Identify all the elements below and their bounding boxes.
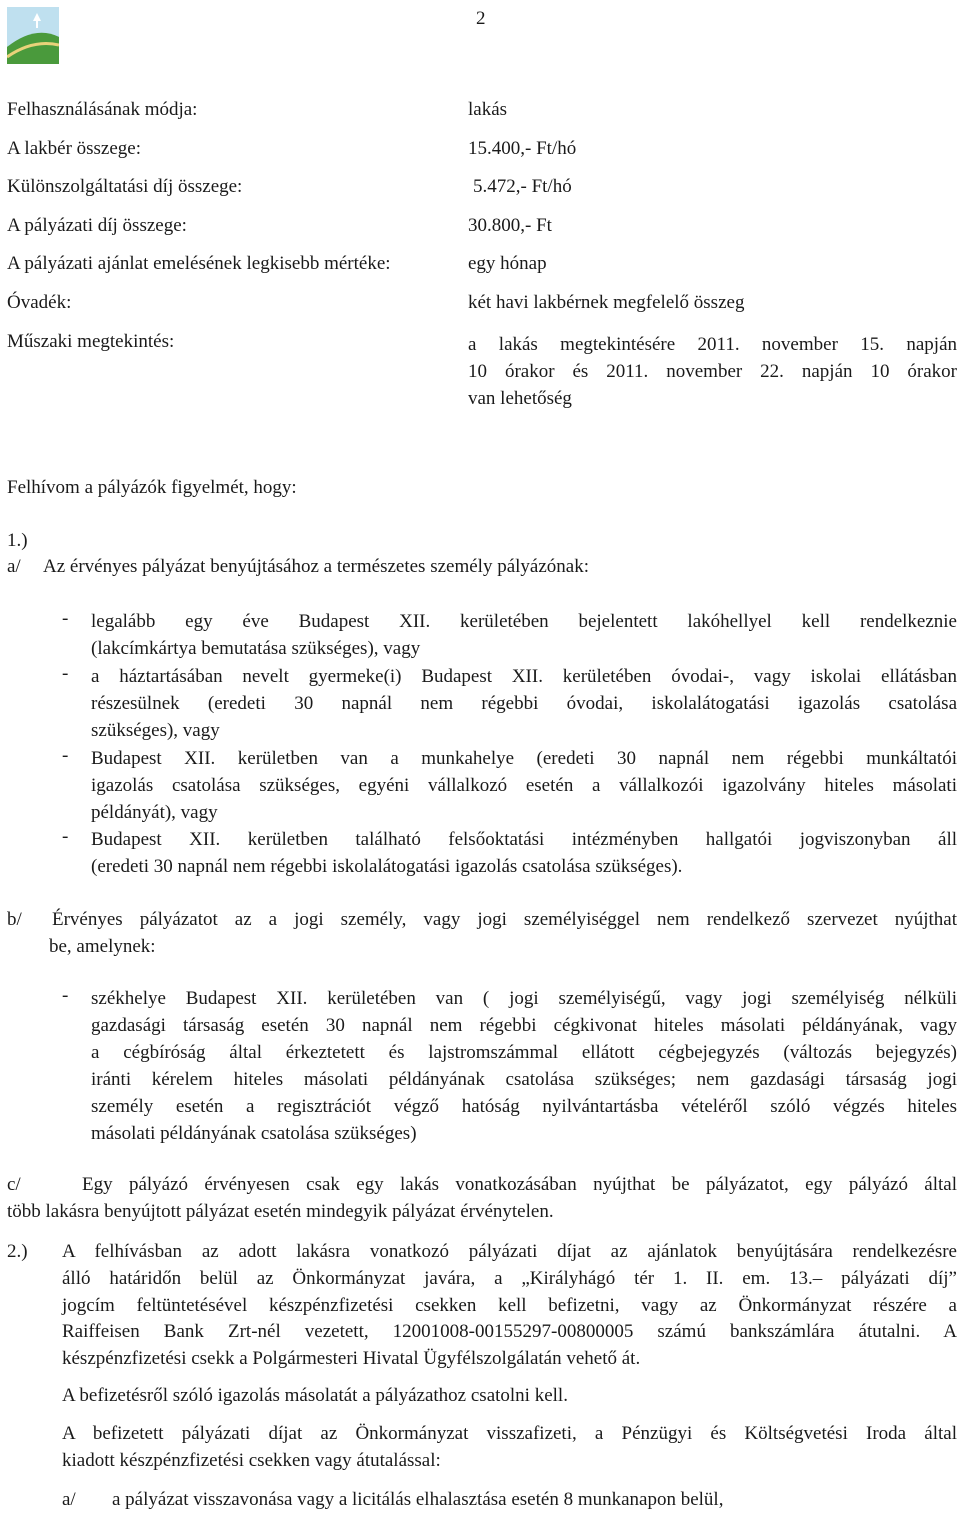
inspection-line-1: a lakás megtekintésére 2011. november 15. napján [468, 334, 957, 355]
section-1c-marker: c/ [7, 1174, 21, 1195]
refund-a-marker: a/ [62, 1489, 76, 1510]
bid-increment-value: egy hónap [468, 253, 547, 274]
section-1b-line-2: be, amelynek: [49, 936, 156, 957]
bullet-1-line-1: legalább egy éve Budapest XII. kerületében bejelentett lakóhellyel kell rendelkeznie [91, 611, 957, 632]
deposit-label: Óvadék: [7, 292, 72, 313]
b-bullet-line-3: a cégbíróság által érkeztetett és lajstromszámmal ellátott cégbejegyzés (változás bejegyzés) [91, 1042, 957, 1063]
section-2-line-2: álló határidőn belül az Önkormányzat javára, a „Királyhágó tér 1. II. em. 13.– pályázati díj” [62, 1268, 957, 1289]
section-2-line-1: A felhívásban az adott lakásra vonatkozó pályázati díjat az ajánlatok benyújtására rendelkezésre [62, 1241, 957, 1262]
service-fee-label: Különszolgáltatási díj összege: [7, 176, 243, 197]
bullet-dash: - [62, 608, 69, 629]
bid-increment-label: A pályázati ajánlat emelésének legkisebb mértéke: [7, 253, 391, 274]
b-bullet-line-4: iránti kérelem hiteles másolati példányának csatolása szükséges; nem gazdasági társaság jogi [91, 1069, 957, 1090]
bullet-dash: - [62, 663, 69, 684]
bullet-3-line-2: igazolás csatolása szükséges, egyéni vállalkozó esetén a vállalkozói igazolvány hiteles másolati [91, 775, 957, 796]
page-number: 2 [476, 8, 486, 29]
refund-line-2: kiadott készpénzfizetési csekken vagy átutalással: [62, 1450, 441, 1471]
section-1c-line-1: Egy pályázó érvényesen csak egy lakás vonatkozásában nyújthat be pályázatot, egy pályázó által [82, 1174, 957, 1195]
section-2-number: 2.) [7, 1241, 28, 1262]
b-bullet-line-2: gazdasági társaság esetén 30 napnál nem régebbi cégkivonat hiteles másolati példányának, vagy [91, 1015, 957, 1036]
rent-label: A lakbér összege: [7, 138, 142, 159]
bullet-2-line-1: a háztartásában nevelt gyermeke(i) Budapest XII. kerületében óvodai-, vagy iskolai ellátásban [91, 666, 957, 687]
bullet-3-line-3: példányát), vagy [91, 802, 218, 823]
section-2-line-4: Raiffeisen Bank Zrt-nél vezetett, 12001008-00155297-00800005 számú bankszámlára átutalni. A [62, 1321, 957, 1342]
usage-value: lakás [468, 99, 508, 120]
section-1b-line-1: Érvényes pályázatot az a jogi személy, vagy jogi személyiséggel nem rendelkező szervezet nyújthat [52, 909, 957, 930]
b-bullet-line-5: személy esetén a regisztrációt végző hatóság nyilvántartásba vételéről szóló végzés hiteles [91, 1096, 957, 1117]
section-2-line-5: készpénzfizetési csekk a Polgármesteri Hivatal Ügyfélszolgálatán vehető át. [62, 1348, 641, 1369]
bullet-3-line-1: Budapest XII. kerületben van a munkahelye (eredeti 30 napnál nem régebbi munkáltatói [91, 748, 957, 769]
inspection-line-2: 10 órakor és 2011. november 22. napján 10 órakor [468, 361, 957, 382]
bullet-dash: - [62, 745, 69, 766]
section-2-line-3: jogcím feltüntetésével készpénzfizetési csekken kell befizetni, vagy az Önkormányzat részére a [62, 1295, 957, 1316]
municipality-logo [7, 7, 59, 64]
bullet-4-line-1: Budapest XII. kerületben található felsőoktatási intézményben hallgatói jogviszonyban áll [91, 829, 957, 850]
bullet-1-line-2: (lakcímkártya bemutatása szükséges), vagy [91, 638, 421, 659]
bullet-4-line-2: (eredeti 30 napnál nem régebbi iskolalátogatási igazolás csatolása szükséges). [91, 856, 683, 877]
section-1a-heading: Az érvényes pályázat benyújtásához a természetes személy pályázónak: [43, 556, 589, 577]
section-1c-line-2: több lakásra benyújtott pályázat esetén mindegyik pályázat érvénytelen. [7, 1201, 554, 1222]
attention-heading: Felhívom a pályázók figyelmét, hogy: [7, 477, 297, 498]
bullet-2-line-2: részesülnek (eredeti 30 napnál nem régebbi óvodai, iskolalátogatási igazolás csatolása [91, 693, 957, 714]
rent-value: 15.400,- Ft/hó [468, 138, 577, 159]
refund-a-text: a pályázat visszavonása vagy a licitálás elhalasztása esetén 8 munkanapon belül, [112, 1489, 724, 1510]
deposit-value: két havi lakbérnek megfelelő összeg [468, 292, 745, 313]
b-bullet-line-1: székhelye Budapest XII. kerületében van ( jogi személyiségű, vagy jogi személyiség nélküli [91, 988, 957, 1009]
application-fee-value: 30.800,- Ft [468, 215, 552, 236]
service-fee-value: 5.472,- Ft/hó [473, 176, 572, 197]
bullet-dash: - [62, 985, 69, 1006]
refund-line-1: A befizetett pályázati díjat az Önkormányzat visszafizeti, a Pénzügyi és Költségvetési Iroda által [62, 1423, 957, 1444]
application-fee-label: A pályázati díj összege: [7, 215, 187, 236]
bullet-dash: - [62, 826, 69, 847]
inspection-line-3: van lehetőség [468, 388, 572, 409]
bullet-2-line-3: szükséges), vagy [91, 720, 220, 741]
section-1a-marker: a/ [7, 556, 21, 577]
b-bullet-line-6: másolati példányának csatolása szükséges) [91, 1123, 417, 1144]
receipt-note: A befizetésről szóló igazolás másolatát a pályázathoz csatolni kell. [62, 1385, 568, 1406]
section-1b-marker: b/ [7, 909, 22, 930]
section-1-number: 1.) [7, 530, 28, 551]
usage-label: Felhasználásának módja: [7, 99, 198, 120]
inspection-label: Műszaki megtekintés: [7, 331, 175, 352]
